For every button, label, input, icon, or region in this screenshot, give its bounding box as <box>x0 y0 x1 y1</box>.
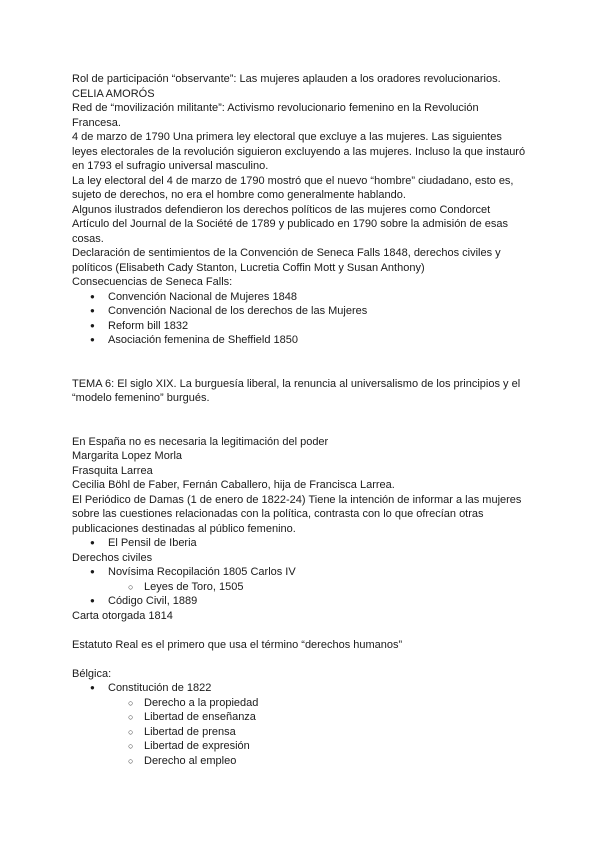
paragraph-condorcet: Algunos ilustrados defendieron los derechos políticos de las mujeres como Condorcet <box>72 203 491 216</box>
belgica-list <box>72 681 528 696</box>
derechos-civiles-list-cont <box>72 594 528 609</box>
list-item: ○ Libertad de prensa <box>72 725 528 740</box>
paragraph-ley-electoral-1790: 4 de marzo de 1790 Una primera ley electoral que excluye a las mujeres. Las siguientes leyes electorales de la revolución siguieron excluyendo a las mujeres. Incluso la que instauró en 1793 el sufragio universal masculino. <box>72 131 526 172</box>
list-item: ● El Pensil de Iberia <box>72 536 528 551</box>
paragraph-carta-otorgada: Carta otorgada 1814 <box>72 609 173 622</box>
spacer <box>72 652 528 667</box>
list-item: ○ Derecho al empleo <box>72 754 528 769</box>
paragraph-seneca-falls: Declaración de sentimientos de la Convención de Seneca Falls 1848, derechos civiles y políticos (Elisabeth Cady Stanton, Lucretia Coffin Mott y Susan Anthony) <box>72 247 501 274</box>
constitucion-sublist <box>72 696 528 769</box>
list-item: ○ Libertad de expresión <box>72 739 528 754</box>
list-item: ● Código Civil, 1889 <box>72 594 528 609</box>
paragraph-frasquita-larrea: Frasquita Larrea <box>72 464 153 477</box>
list-item: ○ Libertad de enseñanza <box>72 710 528 725</box>
spacer <box>72 406 528 435</box>
paragraph-rol-observante: Rol de participación “observante”: Las mujeres aplauden a los oradores revolucionarios. <box>72 73 501 85</box>
paragraph-cecilia-bohl: Cecilia Böhl de Faber, Fernán Caballero, hija de Francisca Larrea. <box>72 479 395 491</box>
spacer <box>72 623 528 638</box>
spacer <box>72 348 528 377</box>
paragraph-consecuencias: Consecuencias de Seneca Falls: <box>72 276 233 288</box>
paragraph-nuevo-hombre: La ley electoral del 4 de marzo de 1790 mostró que el nuevo “hombre” ciudadano, esto es, sujeto de derechos, no era el hombre como generalmente hablando. <box>72 174 514 201</box>
paragraph-journal-societe: Artículo del Journal de la Société de 1789 y publicado en 1790 sobre la admisión de esas cosas. <box>72 218 509 245</box>
paragraph-derechos-civiles: Derechos civiles <box>72 551 153 564</box>
list-item: ● Asociación femenina de Sheffield 1850 <box>72 333 528 348</box>
seneca-consequences-list <box>72 290 528 348</box>
paragraph-belgica: Bélgica: <box>72 667 112 680</box>
paragraph-celia-amoros: CELIA AMORÓS <box>72 87 155 100</box>
paragraph-margarita-lopez: Margarita Lopez Morla <box>72 450 183 462</box>
list-item: ● Convención Nacional de los derechos de las Mujeres <box>72 304 528 319</box>
periodicos-list <box>72 536 528 551</box>
list-item: ○ Leyes de Toro, 1505 <box>72 580 528 595</box>
paragraph-periodico-damas: El Periódico de Damas (1 de enero de 1822-24) Tiene la intención de informar a las mujeres sobre las cuestiones relacionadas con la política, contrasta con lo que ofrecían otras publicaciones destinadas al público femenino. <box>72 493 522 535</box>
novisima-sublist <box>72 580 528 595</box>
paragraph-espana-legitimacion: En España no es necesaria la legitimación del poder <box>72 435 329 448</box>
derechos-civiles-list <box>72 565 528 580</box>
list-item: ● Novísima Recopilación 1805 Carlos IV <box>72 565 528 580</box>
list-item: ○ Derecho a la propiedad <box>72 696 528 711</box>
section-heading-tema6: TEMA 6: El siglo XIX. La burguesía liberal, la renuncia al universalismo de los principios y el “modelo femenino” burgués. <box>72 377 521 404</box>
paragraph-red-movilizacion: Red de “movilización militante”: Activismo revolucionario femenino en la Revolución Francesa. <box>72 102 479 129</box>
paragraph-estatuto-real: Estatuto Real es el primero que usa el término “derechos humanos” <box>72 638 403 651</box>
list-item: ● Convención Nacional de Mujeres 1848 <box>72 290 528 305</box>
list-item: ● Constitución de 1822 <box>72 681 528 696</box>
list-item: ● Reform bill 1832 <box>72 319 528 334</box>
